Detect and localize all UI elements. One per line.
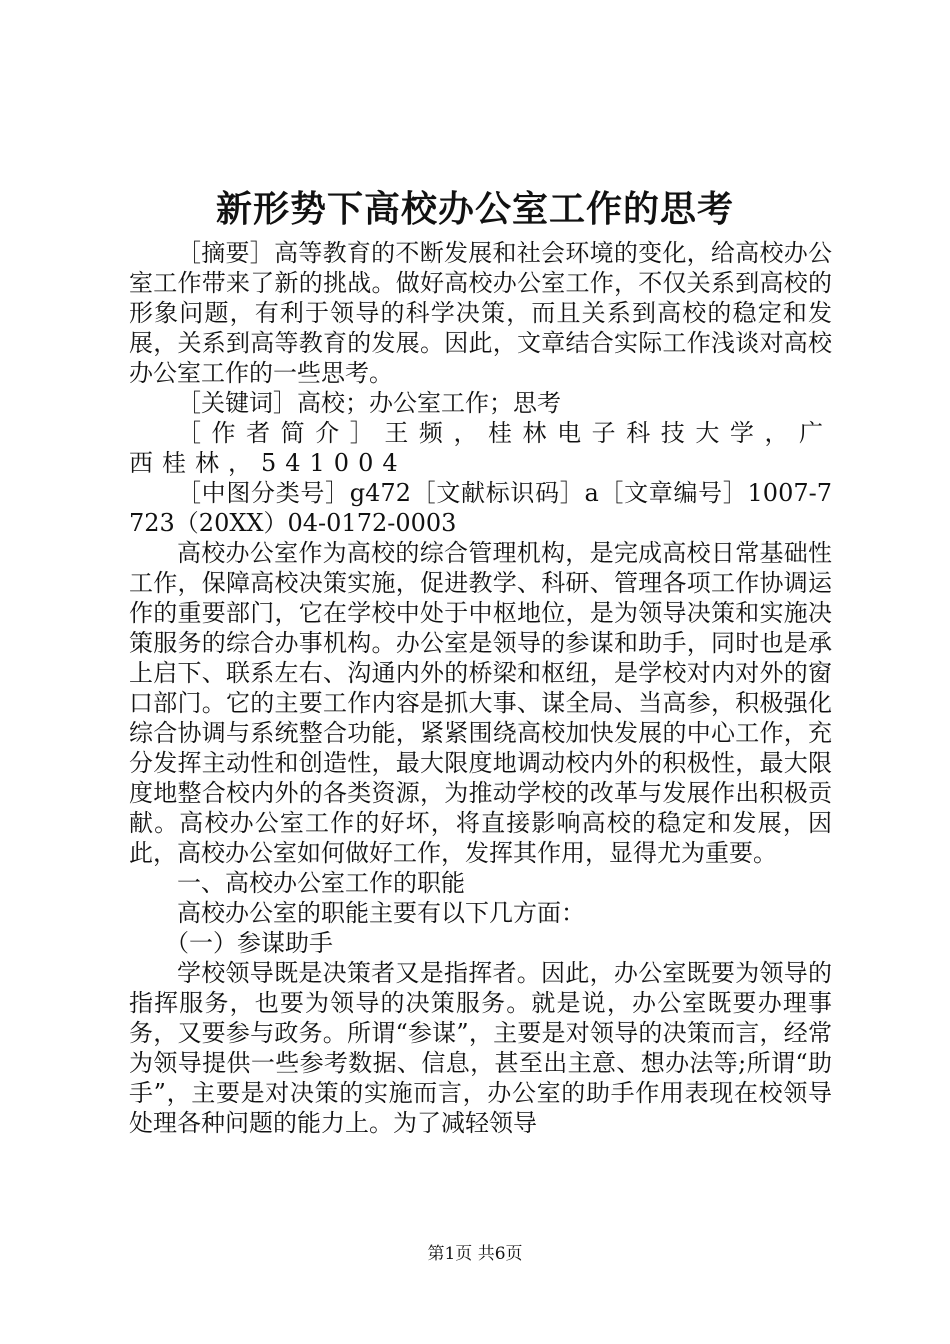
section-heading: 一、高校办公室工作的职能 xyxy=(177,869,465,897)
body-paragraph: 高校办公室的职能主要有以下几方面： xyxy=(177,899,585,927)
body-paragraph: 学校领导既是决策者又是指挥者。因此，办公室既要为领导的指挥服务，也要为领导的决策服务。就是说，办公室既要办理事务，又要参与政务。所谓“参谋”，主要是对领导的决策而言，经常为领导提供一些参考数据、信息，甚至出主意、想办法等;所谓“助手”，主要是对决策的实施而言，办公室的助手作用表现在校领导处理各种问题的能力上。为了减轻领导 xyxy=(129,959,832,1137)
classification-paragraph: ［中图分类号］g472［文献标识码］a［文章编号］1007-7723（20XX）04-0172-0003 xyxy=(129,479,832,537)
subsection-heading: （一）参谋助手 xyxy=(165,929,333,957)
author-intro-paragraph: ［作者简介］王频，桂林电子科技大学，广西桂林，541004 xyxy=(129,419,832,477)
document-title: 新形势下高校办公室工作的思考 xyxy=(215,188,734,230)
document-body xyxy=(129,238,832,1138)
keywords-paragraph: ［关键词］高校；办公室工作；思考 xyxy=(177,389,561,417)
body-paragraph: 高校办公室作为高校的综合管理机构，是完成高校日常基础性工作，保障高校决策实施，促进教学、科研、管理各项工作协调运作的重要部门，它在学校中处于中枢地位，是为领导决策和实施决策服务的综合办事机构。办公室是领导的参谋和助手，同时也是承上启下、联系左右、沟通内外的桥梁和枢纽，是学校对内对外的窗口部门。它的主要工作内容是抓大事、谋全局、当高参，积极强化综合协调与系统整合功能，紧紧围绕高校加快发展的中心工作，充分发挥主动性和创造性，最大限度地调动校内外的积极性，最大限度地整合校内外的各类资源，为推动学校的改革与发展作出积极贡献。高校办公室工作的好坏，将直接影响高校的稳定和发展，因此，高校办公室如何做好工作，发挥其作用，显得尤为重要。 xyxy=(129,539,832,867)
abstract-paragraph: ［摘要］高等教育的不断发展和社会环境的变化，给高校办公室工作带来了新的挑战。做好高校办公室工作，不仅关系到高校的形象问题，有利于领导的科学决策，而且关系到高校的稳定和发展，关系到高等教育的发展。因此，文章结合实际工作浅谈对高校办公室工作的一些思考。 xyxy=(129,239,832,387)
page-footer: 第1页 共6页 xyxy=(427,1244,523,1264)
